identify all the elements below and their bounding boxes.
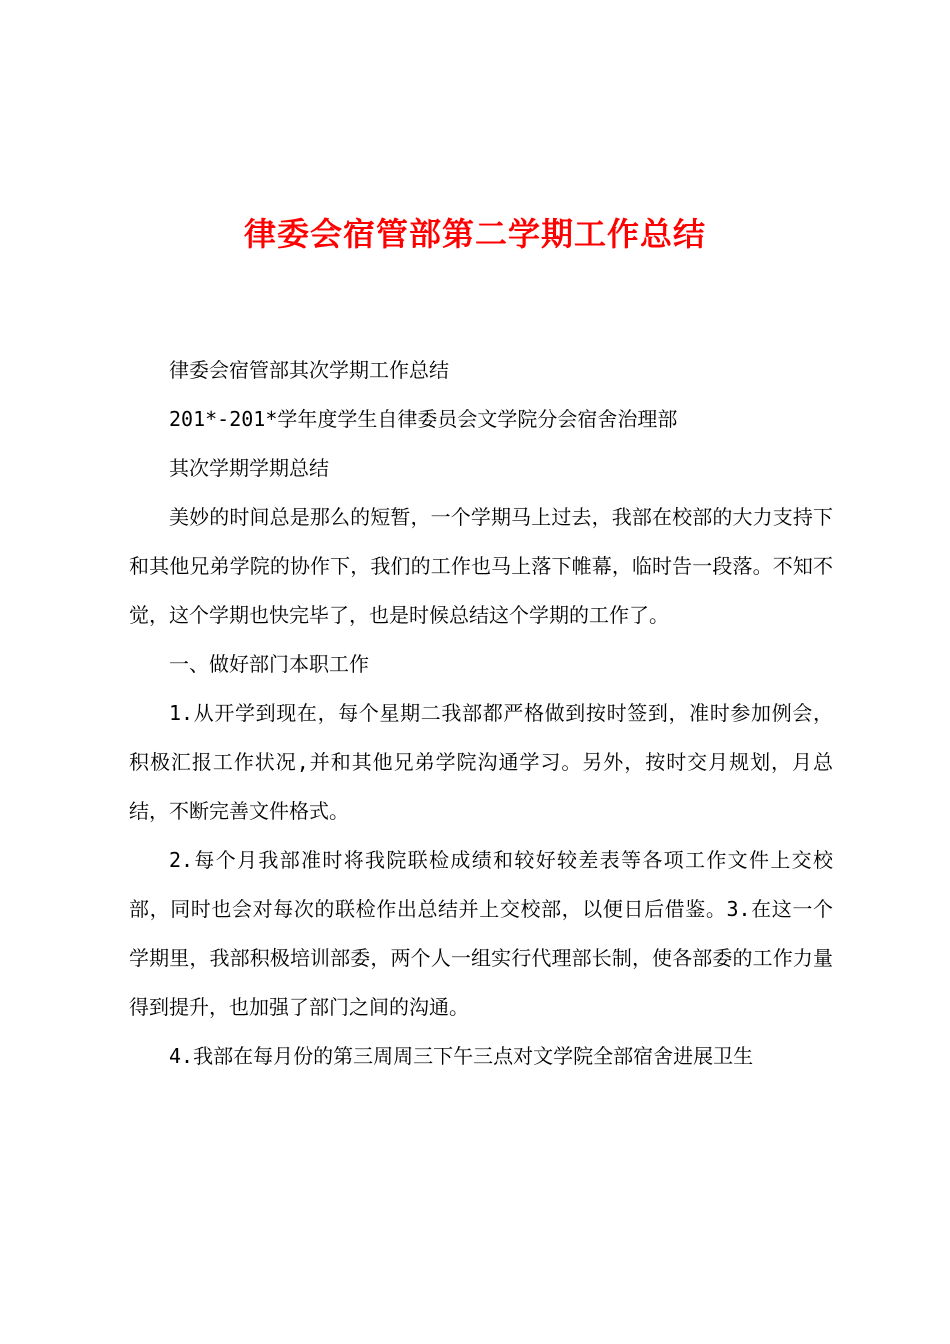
paragraph-organization: 201*-201*学年度学生自律委员会文学院分会宿舍治理部 <box>169 407 678 431</box>
paragraph-intro: 美妙的时间总是那么的短暂，一个学期马上过去，我部在校部的大力支持下和其他兄弟学院的协作下，我们的工作也马上落下帷幕，临时告一段落。不知不觉，这个学期也快完毕了，也是时候总结这个学期的工作了。 <box>129 505 833 627</box>
paragraph-item-4: 4.我部在每月份的第三周周三下午三点对文学院全部宿舍进展卫生 <box>169 1044 754 1068</box>
paragraph-item-2-3: 2.每个月我部准时将我院联检成绩和较好较差表等各项工作文件上交校部，同时也会对每次的联检作出总结并上交校部，以便日后借鉴。3.在这一个学期里，我部积极培训部委，两个人一组实行代理部长制，使各部委的工作力量得到提升，也加强了部门之间的沟通。 <box>129 848 833 1019</box>
paragraph-summary-heading: 其次学期学期总结 <box>169 456 329 480</box>
paragraph-item-1: 1.从开学到现在，每个星期二我部都严格做到按时签到，准时参加例会，积极汇报工作状况,并和其他兄弟学院沟通学习。另外，按时交月规划，月总结，不断完善文件格式。 <box>129 701 833 823</box>
paragraph-subtitle: 律委会宿管部其次学期工作总结 <box>169 358 449 382</box>
document-title: 律委会宿管部第二学期工作总结 <box>243 215 706 253</box>
section-heading-1: 一、做好部门本职工作 <box>169 652 369 676</box>
document-body <box>129 346 833 1081</box>
